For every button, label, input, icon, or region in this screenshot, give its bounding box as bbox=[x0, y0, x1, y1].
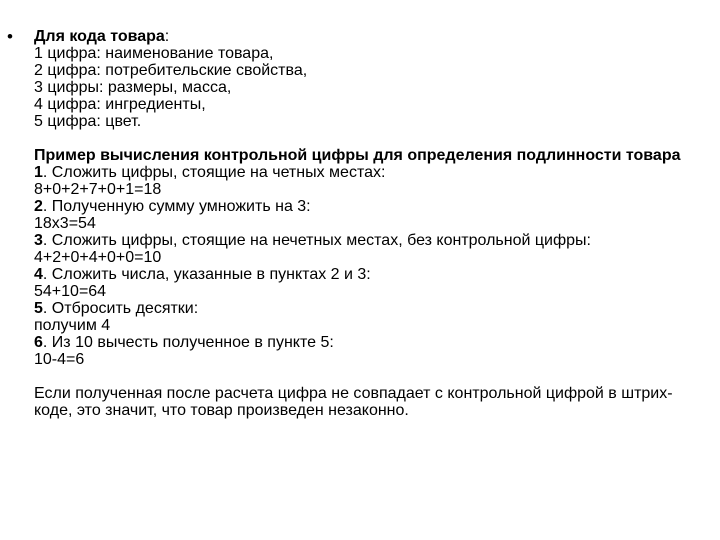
step-number: 6 bbox=[34, 334, 43, 351]
step-number: 4 bbox=[34, 266, 43, 283]
product-code-heading-bold: Для кода товара bbox=[34, 28, 165, 45]
example-step bbox=[34, 266, 704, 283]
step-text: . Сложить цифры, стоящие на четных местах: bbox=[42, 164, 386, 181]
step-result: 4+2+0+4+0+0=10 bbox=[34, 249, 162, 266]
example-heading: Пример вычисления контрольной цифры для определения подлинности товара bbox=[34, 147, 681, 164]
product-code-heading-colon: : bbox=[164, 28, 170, 45]
example-step bbox=[34, 164, 704, 181]
conclusion-text: Если полученная после расчета цифра не совпадает с контрольной цифрой в штрих-коде, это значит, что товар произведен незаконно. bbox=[34, 385, 673, 419]
product-code-line: 1 цифра: наименование товара, bbox=[34, 45, 274, 62]
product-code-heading bbox=[34, 28, 704, 45]
step-text: . Сложить цифры, стоящие на нечетных местах, без контрольной цифры: bbox=[42, 232, 591, 249]
example-step bbox=[34, 300, 704, 317]
step-number: 1 bbox=[34, 164, 43, 181]
spacer bbox=[34, 130, 704, 147]
step-number: 2 bbox=[34, 198, 43, 215]
slide-content bbox=[34, 28, 704, 419]
step-text: . Из 10 вычесть полученное в пункте 5: bbox=[42, 334, 334, 351]
bullet-marker: • bbox=[7, 27, 13, 46]
step-text: . Полученную сумму умножить на 3: bbox=[42, 198, 311, 215]
step-result: 10-4=6 bbox=[34, 351, 85, 368]
step-number: 5 bbox=[34, 300, 43, 317]
step-text: . Отбросить десятки: bbox=[42, 300, 199, 317]
step-text: . Сложить числа, указанные в пунктах 2 и 3: bbox=[42, 266, 371, 283]
spacer bbox=[34, 368, 704, 385]
step-result: 18х3=54 bbox=[34, 215, 96, 232]
step-result: 8+0+2+7+0+1=18 bbox=[34, 181, 162, 198]
example-step bbox=[34, 198, 704, 215]
product-code-line: 3 цифры: размеры, масса, bbox=[34, 79, 232, 96]
step-number: 3 bbox=[34, 232, 43, 249]
example-step bbox=[34, 232, 704, 249]
step-result: 54+10=64 bbox=[34, 283, 107, 300]
product-code-line: 2 цифра: потребительские свойства, bbox=[34, 62, 308, 79]
product-code-line: 4 цифра: ингредиенты, bbox=[34, 96, 206, 113]
step-result: получим 4 bbox=[34, 317, 111, 334]
example-step bbox=[34, 334, 704, 351]
product-code-line: 5 цифра: цвет. bbox=[34, 113, 142, 130]
